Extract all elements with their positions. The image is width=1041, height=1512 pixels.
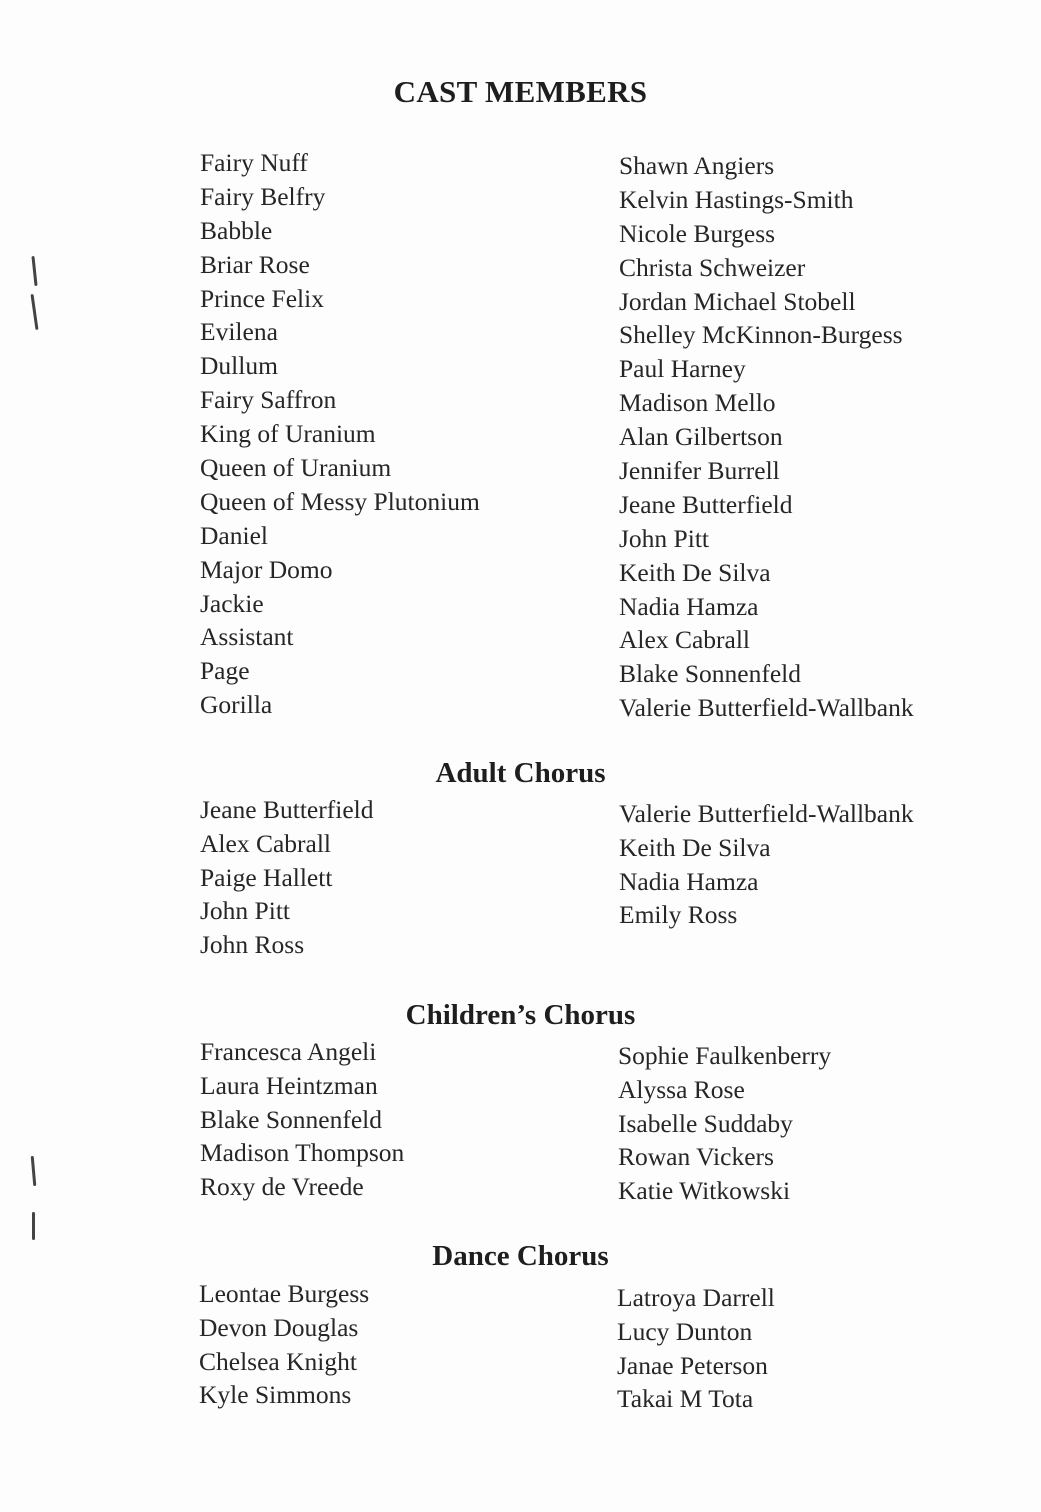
list-item: Emily Ross (619, 900, 738, 930)
list-item: Valerie Butterfield-Wallbank (619, 693, 914, 723)
list-item: Jennifer Burrell (619, 456, 780, 486)
list-item: King of Uranium (200, 419, 376, 449)
list-item: Queen of Messy Plutonium (200, 486, 480, 516)
list-item: Fairy Belfry (200, 181, 326, 211)
list-item: Nicole Burgess (619, 218, 776, 248)
list-item: Paul Harney (619, 354, 746, 384)
list-item: Chelsea Knight (199, 1346, 357, 1376)
list-item: Major Domo (200, 554, 333, 584)
list-item: Alex Cabrall (200, 828, 331, 858)
adult-chorus-right-list (619, 797, 914, 932)
list-item: Kelvin Hastings-Smith (619, 184, 854, 214)
list-item: Latroya Darrell (617, 1283, 775, 1312)
list-item: Madison Thompson (200, 1138, 405, 1168)
list-item: Page (200, 656, 250, 686)
dance-chorus-right-list (617, 1281, 775, 1416)
list-item: Blake Sonnenfeld (619, 659, 801, 689)
list-item: Keith De Silva (619, 832, 771, 862)
list-item: Francesca Angeli (200, 1037, 377, 1066)
list-item: Prince Felix (200, 283, 324, 313)
list-item: Daniel (200, 520, 268, 550)
list-item: Paige Hallett (200, 862, 333, 892)
list-item: John Pitt (619, 523, 709, 553)
list-item: Katie Witkowski (618, 1176, 791, 1206)
list-item: Assistant (200, 622, 294, 652)
list-item: Shawn Angiers (619, 151, 775, 180)
cast-actors-list (619, 149, 914, 725)
adult-chorus-heading: Adult Chorus (435, 757, 606, 789)
list-item: Gorilla (200, 690, 273, 720)
list-item: Sophie Faulkenberry (618, 1041, 832, 1070)
list-item: Fairy Nuff (200, 148, 308, 177)
page-title: CAST MEMBERS (393, 74, 648, 109)
childrens-chorus-right-list (618, 1039, 831, 1208)
list-item: Alan Gilbertson (619, 422, 783, 452)
cast-roles-list (200, 146, 480, 722)
list-item: Takai M Tota (617, 1384, 754, 1414)
list-item: Jackie (200, 588, 264, 618)
list-item: Alyssa Rose (618, 1074, 745, 1104)
dance-chorus-heading: Dance Chorus (432, 1240, 609, 1272)
list-item: Kyle Simmons (199, 1380, 352, 1410)
list-item: Shelley McKinnon-Burgess (619, 320, 903, 350)
list-item: Dullum (200, 351, 278, 381)
list-item: Nadia Hamza (619, 866, 759, 896)
list-item: Jordan Michael Stobell (619, 286, 856, 316)
list-item: Roxy de Vreede (200, 1172, 364, 1202)
list-item: Laura Heintzman (200, 1070, 378, 1100)
list-item: Jeane Butterfield (200, 795, 374, 824)
list-item: Alex Cabrall (619, 625, 750, 655)
scan-mark (32, 1212, 35, 1240)
list-item: Janae Peterson (617, 1350, 768, 1380)
list-item: Keith De Silva (619, 557, 771, 587)
list-item: Lucy Dunton (617, 1316, 753, 1346)
scan-mark (31, 256, 37, 286)
list-item: Leontae Burgess (199, 1279, 370, 1308)
adult-chorus-left-list (200, 793, 373, 962)
list-item: Madison Mello (619, 388, 776, 418)
list-item: Queen of Uranium (200, 453, 392, 483)
scan-mark (31, 1156, 37, 1186)
dance-chorus-left-list (199, 1277, 369, 1412)
list-item: Fairy Saffron (200, 385, 337, 415)
list-item: Valerie Butterfield-Wallbank (619, 799, 914, 828)
list-item: Briar Rose (200, 249, 310, 279)
list-item: John Ross (200, 930, 305, 960)
list-item: Devon Douglas (199, 1312, 359, 1342)
list-item: Blake Sonnenfeld (200, 1104, 382, 1134)
scan-mark (31, 294, 39, 330)
list-item: John Pitt (200, 896, 290, 926)
list-item: Isabelle Suddaby (618, 1108, 793, 1138)
childrens-chorus-left-list (200, 1035, 404, 1204)
list-item: Rowan Vickers (618, 1142, 774, 1172)
list-item: Nadia Hamza (619, 591, 759, 621)
list-item: Christa Schweizer (619, 252, 806, 282)
list-item: Jeane Butterfield (619, 489, 793, 519)
list-item: Babble (200, 215, 273, 245)
list-item: Evilena (200, 317, 278, 347)
childrens-chorus-heading: Children’s Chorus (405, 999, 636, 1031)
